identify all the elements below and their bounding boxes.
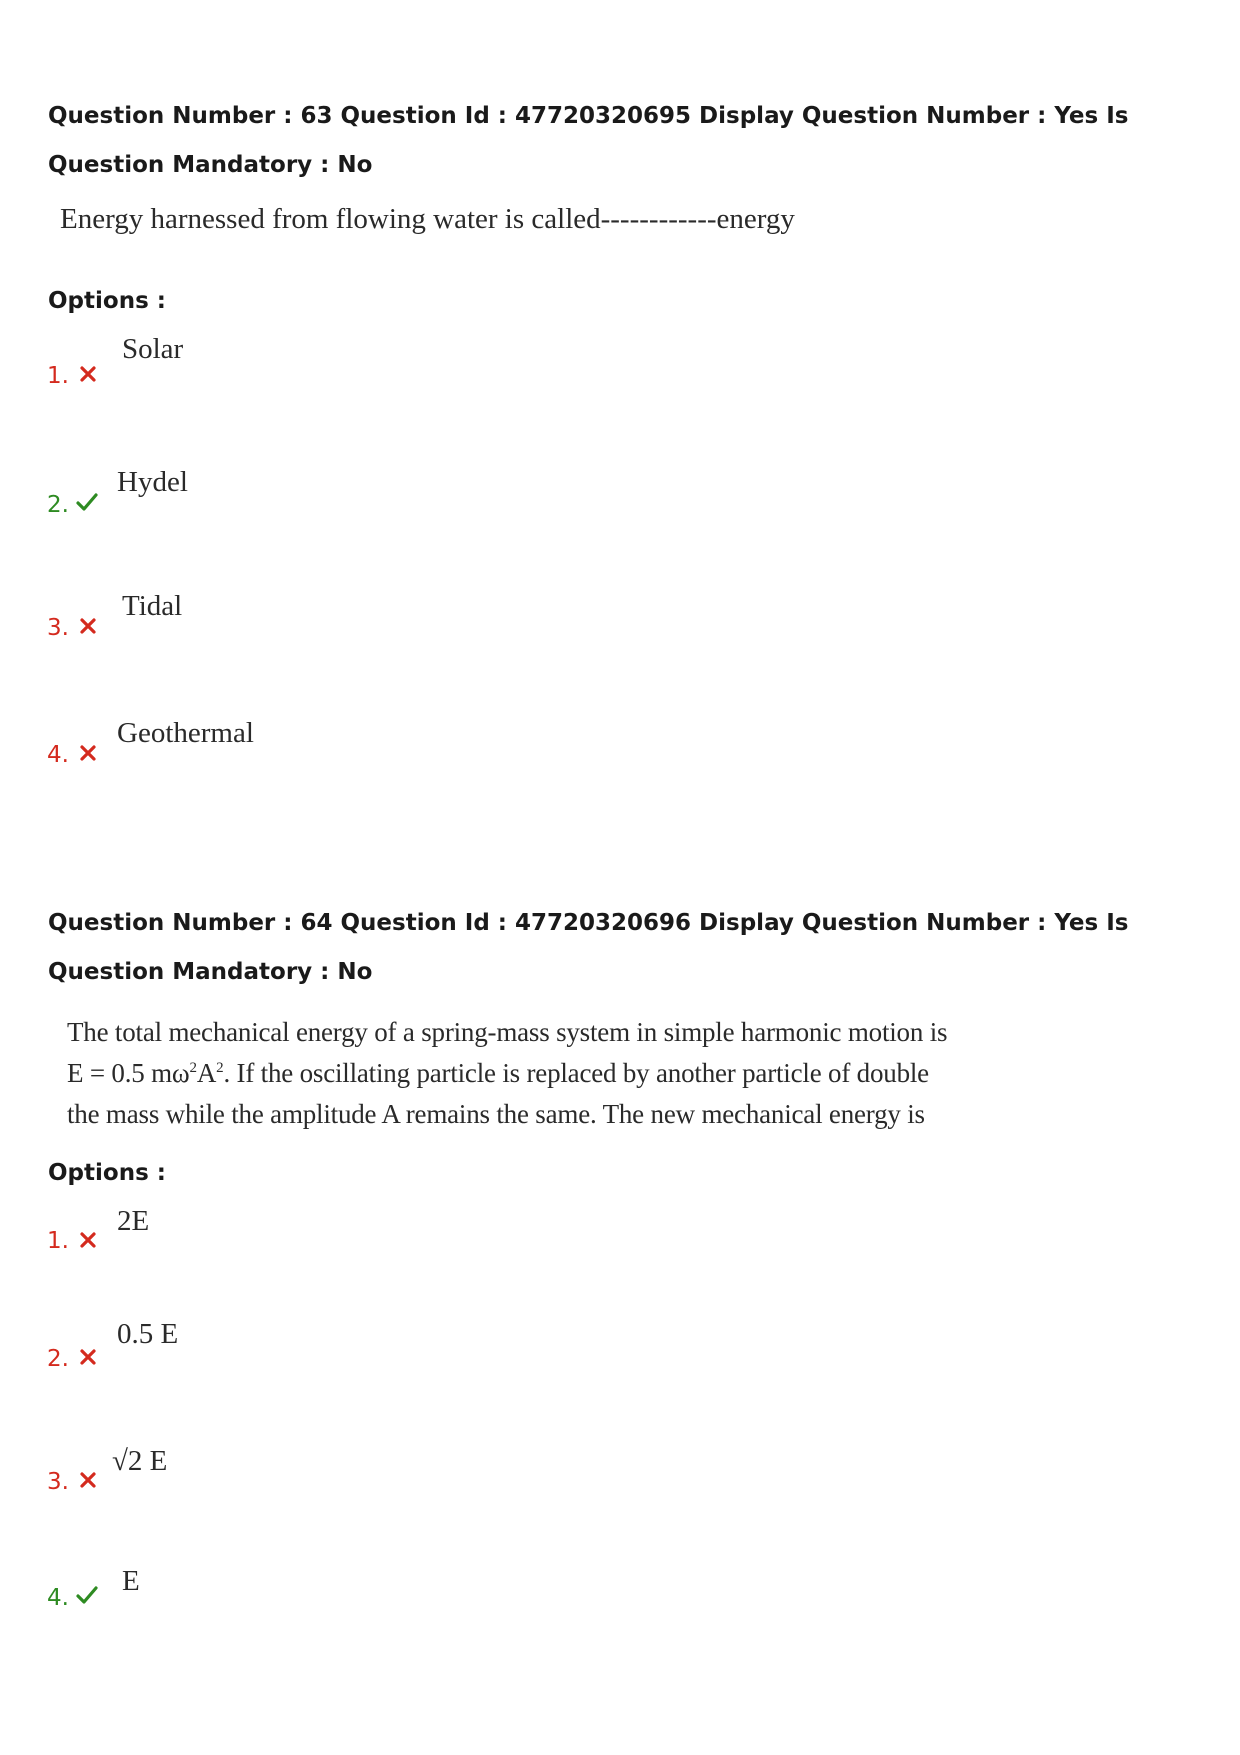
options-label: Options : <box>48 288 166 314</box>
question-text-line: The total mechanical energy of a spring-mass system in simple harmonic motion is <box>67 1017 948 1047</box>
option-number: 1. <box>47 363 69 389</box>
cross-icon <box>76 1468 100 1492</box>
question-text-line: the mass while the amplitude A remains the same. The new mechanical energy is <box>67 1099 925 1129</box>
cross-icon <box>76 741 100 765</box>
option-number: 3. <box>47 615 69 641</box>
cross-icon <box>76 1345 100 1369</box>
option-text[interactable]: Solar <box>122 333 184 365</box>
check-icon <box>75 490 99 514</box>
superscript: 2 <box>189 1060 197 1076</box>
cross-icon <box>76 362 100 386</box>
cross-icon <box>76 1228 100 1252</box>
option-text[interactable]: Tidal <box>122 590 183 622</box>
cross-icon <box>76 614 100 638</box>
check-icon <box>75 1583 99 1607</box>
option-number: 2. <box>47 492 69 518</box>
question-text <box>67 1012 947 1135</box>
formula-part: E = 0.5 mω <box>67 1058 190 1088</box>
option-text[interactable]: Hydel <box>117 466 188 498</box>
question-text-line <box>67 1053 947 1094</box>
superscript: 2 <box>216 1060 224 1076</box>
options-label: Options : <box>48 1160 166 1186</box>
formula-part: A <box>196 1058 217 1088</box>
question-header: Question Number : 63 Question Id : 47720320695 Display Question Number : Yes Is Question Mandatory : No <box>48 103 1129 178</box>
question-text: Energy harnessed from flowing water is called------------energy <box>60 203 795 235</box>
option-text[interactable]: Geothermal <box>117 717 254 749</box>
option-number: 3. <box>47 1469 69 1495</box>
option-number: 1. <box>47 1228 69 1254</box>
option-number: 4. <box>47 742 69 768</box>
option-text[interactable]: 2E <box>117 1205 150 1237</box>
formula-part: . If the oscillating particle is replaced by another particle of double <box>223 1058 929 1088</box>
option-text[interactable]: √2 E <box>112 1445 168 1477</box>
question-header: Question Number : 64 Question Id : 47720320696 Display Question Number : Yes Is Question Mandatory : No <box>48 910 1129 985</box>
option-text[interactable]: E <box>122 1565 140 1597</box>
option-number: 4. <box>47 1585 69 1611</box>
option-number: 2. <box>47 1346 69 1372</box>
option-text[interactable]: 0.5 E <box>117 1318 179 1350</box>
